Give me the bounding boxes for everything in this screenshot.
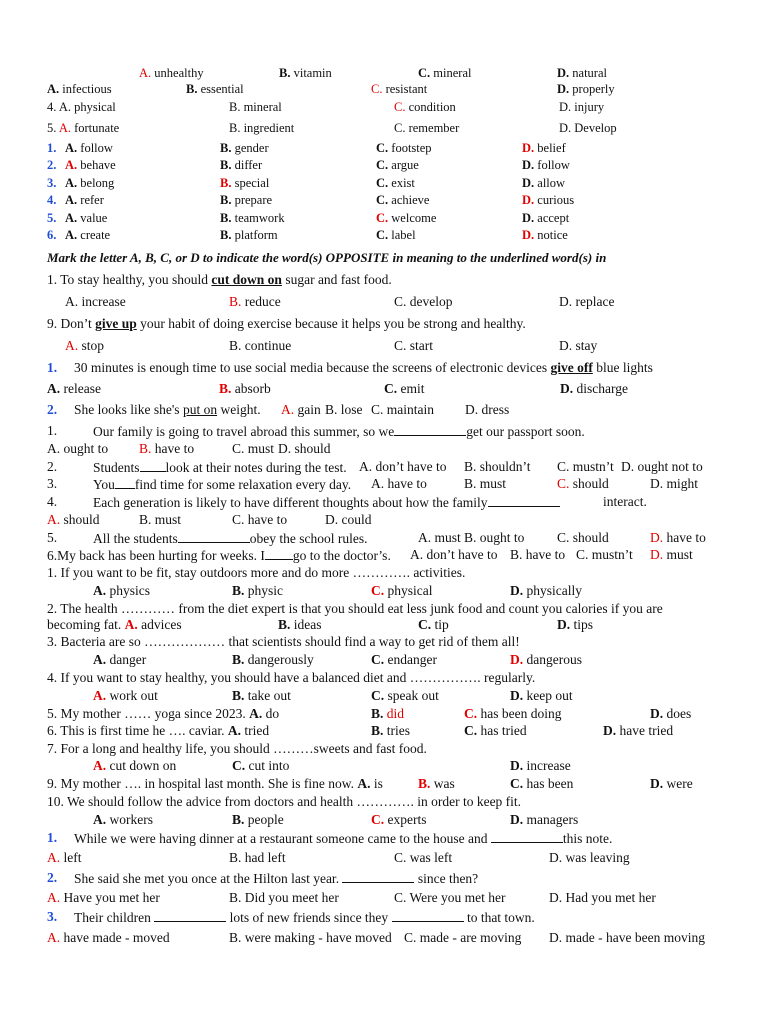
option-c: C. should (557, 476, 609, 491)
answer-blank (491, 830, 563, 843)
question-sentence: 5. My mother …… yoga since 2023. A. do (47, 706, 280, 721)
option-d: D. was leaving (549, 850, 630, 865)
option-d: D. dangerous (510, 652, 582, 667)
option-c: C. footstep (376, 141, 432, 155)
option-d: D. managers (510, 812, 579, 827)
option-row (0, 512, 768, 530)
question-number: 1. (47, 830, 58, 845)
question-sentence: Their children lots of new friends since they to that town. (74, 910, 535, 925)
question-number: 4. (47, 193, 57, 207)
option-d: D. have tried (603, 723, 674, 738)
option-b: B. absorb (219, 381, 271, 396)
question-text (0, 909, 768, 927)
option-row (0, 338, 768, 356)
question-number: 2. (47, 158, 57, 172)
option-d: D. accept (522, 211, 570, 225)
option-b: B. was (418, 776, 455, 791)
option-c: C. has been (510, 776, 574, 791)
option-d: D. must (650, 547, 693, 562)
option-b: B. take out (232, 688, 291, 703)
option-d: D. curious (522, 193, 575, 207)
question-number: 4. (47, 494, 58, 509)
heading-text: Mark the letter A, B, C, or D to indicate the word(s) OPPOSITE in meaning to the underlined word(s) in (47, 250, 607, 265)
option-a: A. cut down on (93, 758, 177, 773)
question-number: 3. (47, 476, 58, 491)
option-a: A. must (418, 530, 461, 545)
option-a: A. value (65, 211, 108, 225)
option-d: D. allow (522, 176, 566, 190)
option-c: C. made - are moving (404, 930, 522, 945)
question-sentence: 3. Bacteria are so ……………… that scientists should find a way to get rid of them all! (47, 634, 520, 649)
option-a: A. belong (65, 176, 115, 190)
option-b: B. people (232, 812, 284, 827)
option-d: D. made - have been moving (549, 930, 705, 945)
answer-blank (154, 909, 226, 922)
option-row (0, 441, 768, 459)
question-number: 1. (47, 141, 57, 155)
question-sentence: All the students obey the school rules. (93, 531, 368, 546)
option-a: 5. A. fortunate (47, 121, 120, 135)
question-text (0, 670, 768, 688)
question-text (0, 870, 768, 888)
option-d: D. follow (522, 158, 570, 172)
question-row (0, 706, 768, 724)
option-row (0, 294, 768, 312)
answer-blank (178, 530, 250, 543)
question-number: 1. (47, 423, 58, 438)
option-b: B. must (139, 512, 182, 527)
option-c: C. cut into (232, 758, 290, 773)
question-sentence: 2. The health ………… from the diet expert is that you should eat less junk food and count you calories if you are (47, 601, 663, 616)
question-sentence: 1. To stay healthy, you should cut down on sugar and fast food. (47, 272, 392, 287)
question-row (0, 121, 768, 139)
question-sentence: 6.My back has been hurting for weeks. I go to the doctor’s. (47, 548, 391, 563)
option-b: B. teamwork (220, 211, 285, 225)
option-b: B. continue (229, 338, 292, 353)
question-row (0, 459, 768, 477)
option-b: B. essential (186, 82, 244, 96)
option-d: D. notice (522, 228, 568, 242)
question-number: 1. (47, 360, 58, 375)
option-d: D. Had you met her (549, 890, 656, 905)
question-sentence: While we were having dinner at a restaurant someone came to the house and this note. (74, 831, 613, 846)
option-row (0, 890, 768, 908)
option-b: B. reduce (229, 294, 281, 309)
option-a: A. stop (65, 338, 105, 353)
option-row (0, 583, 768, 601)
option-d: D. discharge (560, 381, 628, 396)
option-d: D. stay (559, 338, 598, 353)
option-c: C. maintain (371, 402, 434, 417)
question-row (0, 776, 768, 794)
question-text (0, 423, 768, 441)
option-b: B. were making - have moved (229, 930, 392, 945)
option-a: A. should (47, 512, 100, 527)
option-row (0, 850, 768, 868)
option-c: C. mustn’t (576, 547, 633, 562)
option-c: C. label (376, 228, 416, 242)
question-row (0, 617, 768, 635)
question-sentence: 9. Don’t give up your habit of doing exercise because it helps you be strong and healthy. (47, 316, 526, 331)
option-row (0, 381, 768, 399)
question-row (0, 228, 768, 246)
question-sentence: 6. This is first time he …. caviar. A. tried (47, 723, 270, 738)
answer-blank (394, 423, 466, 436)
question-number: 2. (47, 459, 58, 474)
option-a: A. infectious (47, 82, 112, 96)
option-c: C. should (557, 530, 609, 545)
question-row (0, 100, 768, 118)
question-number: 5. (47, 211, 57, 225)
question-row (0, 402, 768, 420)
question-sentence: She said she met you once at the Hilton last year. since then? (74, 871, 479, 886)
option-c: C. speak out (371, 688, 439, 703)
option-d: D. dress (465, 402, 510, 417)
option-b: B. shouldn’t (464, 459, 531, 474)
option-b: B. gender (220, 141, 269, 155)
question-sentence: Our family is going to travel abroad this summer, so we get our passport soon. (93, 424, 585, 439)
question-row (0, 193, 768, 211)
option-b: B. ought to (464, 530, 525, 545)
option-d: D. physically (510, 583, 582, 598)
question-number: 6. (47, 228, 57, 242)
option-a: A. have made - moved (47, 930, 170, 945)
question-number: 5. (47, 530, 58, 545)
option-row (0, 812, 768, 830)
option-c: C. tip (418, 617, 449, 632)
option-row (0, 652, 768, 670)
answer-blank (488, 494, 560, 507)
option-b: B. dangerously (232, 652, 314, 667)
question-text (0, 634, 768, 652)
question-sentence: Each generation is likely to have different thoughts about how the family (93, 494, 560, 511)
question-row (0, 141, 768, 159)
option-a: A. follow (65, 141, 113, 155)
option-c: C. Were you met her (394, 890, 506, 905)
question-number: 2. (47, 402, 58, 417)
question-sentence-end: becoming fat. A. advices (47, 617, 182, 632)
option-b: B. mineral (229, 100, 282, 114)
option-b: B. tries (371, 723, 411, 738)
option-c: C. start (394, 338, 433, 353)
option-a: 4. A. physical (47, 100, 116, 114)
option-row (0, 758, 768, 776)
question-text (0, 741, 768, 759)
question-number: 2. (47, 870, 58, 885)
option-c: C. must (232, 441, 275, 456)
option-a: A. physics (93, 583, 150, 598)
question-text (0, 794, 768, 812)
option-c: C. was left (394, 850, 453, 865)
option-b: B. vitamin (279, 66, 332, 80)
question-row (0, 476, 768, 494)
option-c: C. mustn’t (557, 459, 614, 474)
option-a: A. refer (65, 193, 104, 207)
question-text (0, 565, 768, 583)
option-a: A. don’t have to (359, 459, 447, 474)
question-row (0, 530, 768, 548)
question-sentence: 1. If you want to be fit, stay outdoors more and do more …………. activities. (47, 565, 466, 580)
option-d: D. ought not to (621, 459, 703, 474)
option-c: C. physical (371, 583, 433, 598)
option-a: A. have to (371, 476, 427, 491)
option-b: B. have to (510, 547, 566, 562)
question-row (0, 547, 768, 565)
option-a: A. release (47, 381, 101, 396)
question-sentence: 9. My mother …. in hospital last month. She is fine now. A. is (47, 776, 383, 791)
option-c: C. develop (394, 294, 453, 309)
question-sentence: 4. If you want to stay healthy, you should have a balanced diet and ……………. regularly. (47, 670, 536, 685)
option-d: D. belief (522, 141, 566, 155)
option-d: D. increase (510, 758, 571, 773)
option-c: C. experts (371, 812, 427, 827)
option-row (0, 930, 768, 948)
option-b: B. did (371, 706, 405, 721)
option-d: D. injury (559, 100, 605, 114)
option-c: C. argue (376, 158, 419, 172)
option-d: D. should (278, 441, 331, 456)
option-a: A. unhealthy (139, 66, 204, 80)
option-c: C. have to (232, 512, 288, 527)
option-row (0, 688, 768, 706)
option-d: D. does (650, 706, 692, 721)
answer-blank (140, 459, 166, 472)
question-sentence-end: interact. (603, 494, 647, 509)
option-b: B. platform (220, 228, 278, 242)
option-b: B. prepare (220, 193, 273, 207)
question-number: 3. (47, 176, 57, 190)
option-d: D. were (650, 776, 693, 791)
option-b: B. ingredient (229, 121, 295, 135)
option-a: A. workers (93, 812, 153, 827)
option-b: B. lose (325, 402, 363, 417)
option-b: B. have to (139, 441, 195, 456)
option-c: C. has tried (464, 723, 527, 738)
option-a: A. danger (93, 652, 147, 667)
option-d: D. could (325, 512, 372, 527)
section-heading (0, 250, 768, 268)
question-sentence: 30 minutes is enough time to use social media because the screens of electronic devices give off blue lights (74, 360, 653, 375)
option-d: D. tips (557, 617, 594, 632)
option-c: C. welcome (376, 211, 437, 225)
option-c: C. resistant (371, 82, 428, 96)
option-d: D. replace (559, 294, 615, 309)
option-a: A. gain (281, 402, 321, 417)
option-c: C. emit (384, 381, 425, 396)
question-number: 3. (47, 909, 58, 924)
answer-blank (392, 909, 464, 922)
option-d: D. have to (650, 530, 706, 545)
question-text (0, 494, 768, 512)
option-b: B. Did you meet her (229, 890, 339, 905)
option-d: D. keep out (510, 688, 573, 703)
answer-blank (342, 870, 414, 883)
option-c: C. mineral (418, 66, 472, 80)
option-row (0, 82, 768, 100)
option-d: D. Develop (559, 121, 617, 135)
option-c: C. has been doing (464, 706, 562, 721)
question-text (0, 272, 768, 290)
option-c: C. exist (376, 176, 415, 190)
option-b: B. ideas (278, 617, 322, 632)
question-row (0, 211, 768, 229)
answer-blank (265, 547, 293, 560)
option-d: D. might (650, 476, 699, 491)
option-b: B. physic (232, 583, 284, 598)
option-c: C. achieve (376, 193, 430, 207)
option-a: A. ought to (47, 441, 109, 456)
option-b: B. must (464, 476, 507, 491)
option-a: A. don’t have to (410, 547, 498, 562)
option-a: A. behave (65, 158, 116, 172)
option-c: C. condition (394, 100, 456, 114)
question-text (0, 316, 768, 334)
option-d: D. natural (557, 66, 607, 80)
option-b: B. differ (220, 158, 263, 172)
option-d: D. properly (557, 82, 615, 96)
option-a: A. increase (65, 294, 126, 309)
option-a: A. work out (93, 688, 158, 703)
option-c: C. endanger (371, 652, 437, 667)
question-text (0, 360, 768, 378)
option-b: B. special (220, 176, 270, 190)
option-a: A. Have you met her (47, 890, 160, 905)
question-sentence: Students look at their notes during the test. (93, 460, 347, 475)
question-row (0, 723, 768, 741)
question-sentence: You find time for some relaxation every day. (93, 477, 352, 492)
option-c: C. remember (394, 121, 460, 135)
question-row (0, 158, 768, 176)
question-row (0, 176, 768, 194)
option-b: B. had left (229, 850, 286, 865)
question-sentence: She looks like she's put on weight. (74, 402, 261, 417)
question-sentence: 10. We should follow the advice from doctors and health …………. in order to keep fit. (47, 794, 522, 809)
question-sentence: 7. For a long and healthy life, you should ………sweets and fast food. (47, 741, 427, 756)
option-a: A. left (47, 850, 82, 865)
option-a: A. create (65, 228, 111, 242)
answer-blank (115, 476, 135, 489)
question-text (0, 830, 768, 848)
